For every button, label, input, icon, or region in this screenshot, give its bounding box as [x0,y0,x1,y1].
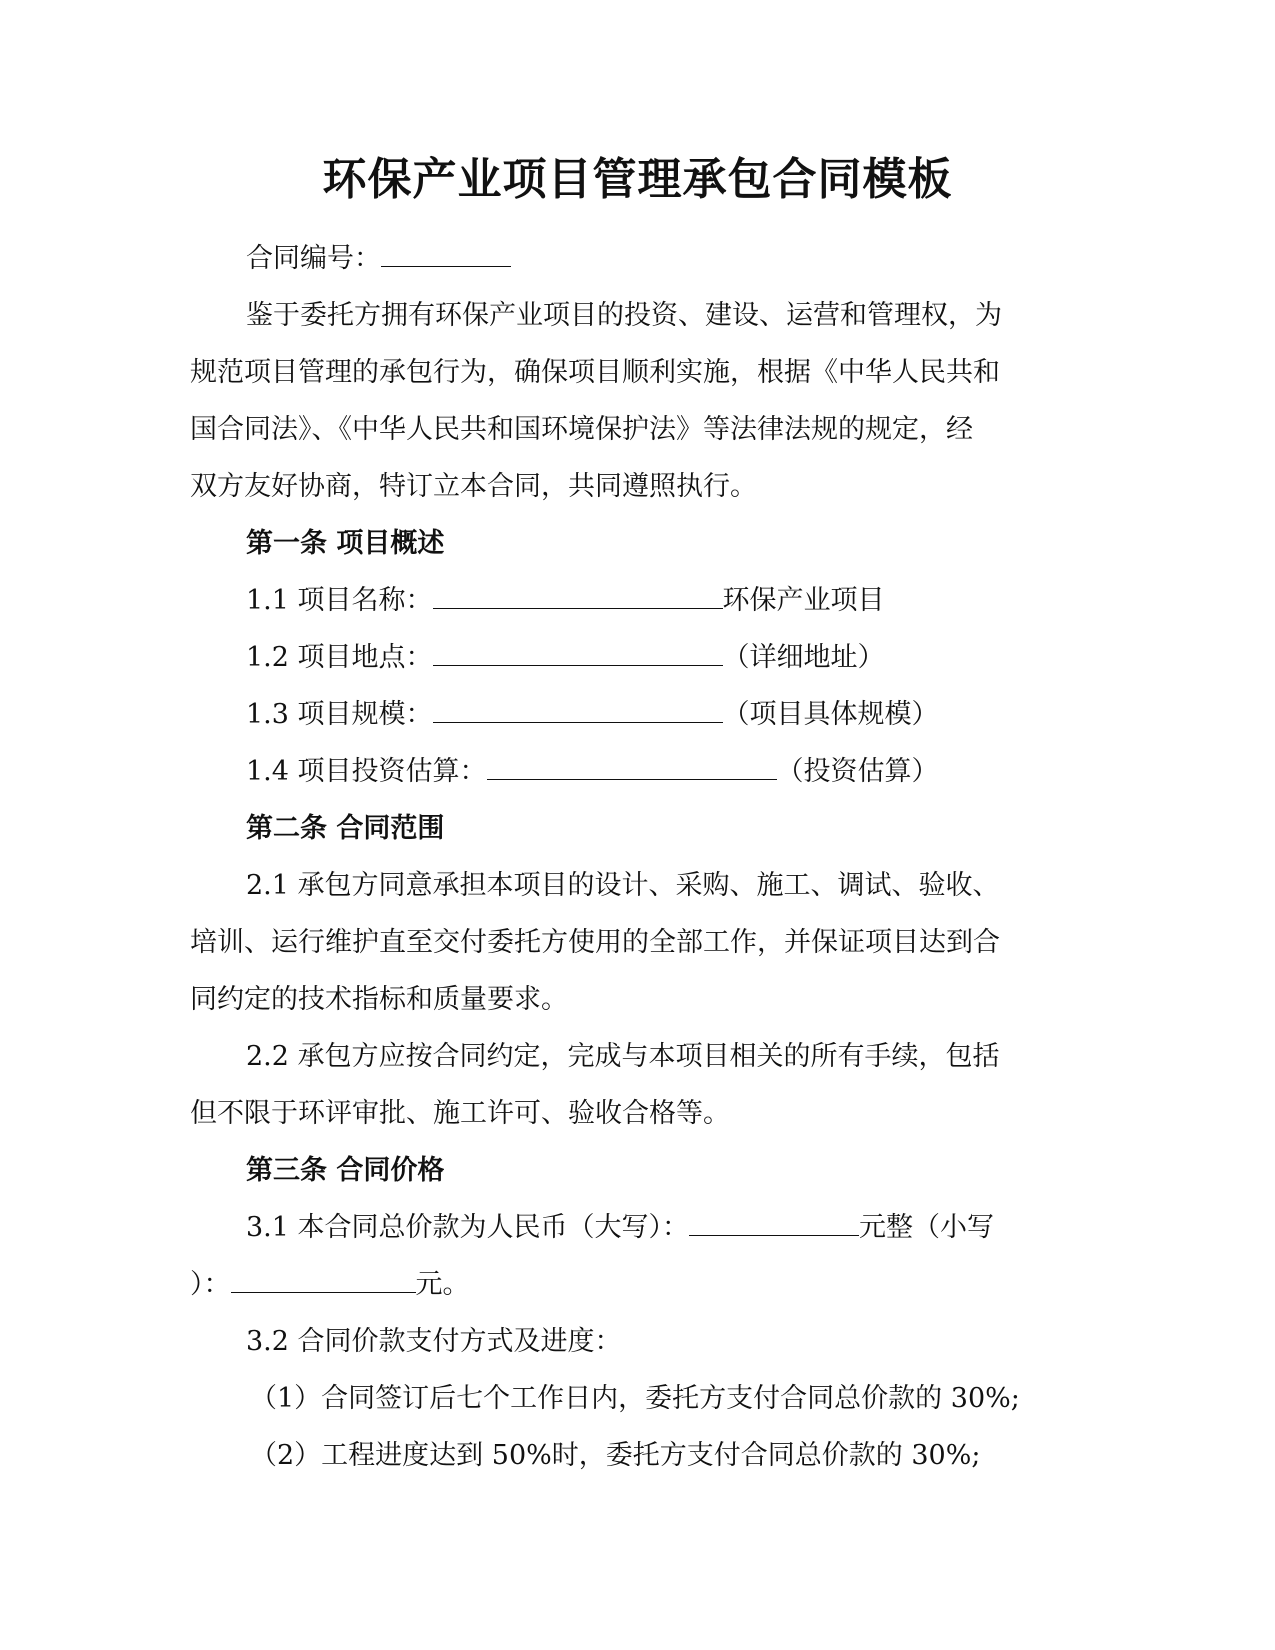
document-title: 环保产业项目管理承包合同模板 [322,154,953,205]
clause-2-1-line-2: 培训、运行维护直至交付委托方使用的全部工作，并保证项目达到合 [190,927,1000,958]
item-1-2 [190,629,1070,686]
item-1-3-suffix: （项目具体规模） [722,699,939,730]
project-name-blank[interactable] [433,578,723,609]
preamble-line-1: 鉴于委托方拥有环保产业项目的投资、建设、运营和管理权，为 [246,300,1002,331]
item-1-4-suffix: （投资估算） [776,756,939,787]
article-1-heading: 第一条 项目概述 [246,528,445,559]
article-3-heading: 第三条 合同价格 [246,1155,445,1186]
contract-number-line [190,230,1070,287]
clause-3-2: 3.2 合同价款支付方式及进度： [246,1326,622,1357]
clause-2-1-line-1: 2.1 承包方同意承担本项目的设计、采购、施工、调试、验收、 [246,870,1000,901]
clause-3-1-text-d: 元。 [415,1269,470,1300]
item-1-3 [190,686,1070,743]
contract-number-label: 合同编号： [246,243,381,274]
price-uppercase-blank[interactable] [689,1205,859,1236]
document-body [190,230,1070,1484]
item-1-2-suffix: （详细地址） [722,642,885,673]
clause-3-1-line-1 [190,1199,1070,1256]
article-2-heading: 第二条 合同范围 [246,813,445,844]
clause-3-1-text-b: 元整（小写 [859,1212,995,1243]
item-1-1-label: 1.1 项目名称： [246,585,433,616]
item-1-3-label: 1.3 项目规模： [246,699,433,730]
item-1-1 [190,572,1070,629]
price-numeric-blank[interactable] [231,1262,416,1293]
clause-3-1-text-a: 3.1 本合同总价款为人民币（大写）： [246,1212,690,1243]
item-1-2-label: 1.2 项目地点： [246,642,433,673]
clause-3-1-line-2 [190,1256,1070,1313]
contract-number-blank[interactable] [381,236,511,267]
project-scale-blank[interactable] [433,692,723,723]
item-1-4 [190,743,1070,800]
clause-2-1-line-3: 同约定的技术指标和质量要求。 [190,984,568,1015]
preamble-line-3: 国合同法》、《中华人民共和国环境保护法》等法律法规的规定，经 [190,414,973,445]
payment-item-1: （1）合同签订后七个工作日内，委托方支付合同总价款的 30%; [250,1383,1020,1414]
project-location-blank[interactable] [433,635,723,666]
clause-2-2-line-2: 但不限于环评审批、施工许可、验收合格等。 [190,1098,730,1129]
clause-2-2-line-1: 2.2 承包方应按合同约定，完成与本项目相关的所有手续，包括 [246,1041,1000,1072]
item-1-4-label: 1.4 项目投资估算： [246,756,487,787]
investment-estimate-blank[interactable] [487,749,777,780]
preamble-line-2: 规范项目管理的承包行为，确保项目顺利实施，根据《中华人民共和 [190,357,1000,388]
item-1-1-suffix: 环保产业项目 [722,585,885,616]
clause-3-1-text-c: ）： [190,1269,231,1300]
preamble-line-4: 双方友好协商，特订立本合同，共同遵照执行。 [190,471,757,502]
payment-item-2: （2）工程进度达到 50%时，委托方支付合同总价款的 30%; [250,1440,981,1471]
